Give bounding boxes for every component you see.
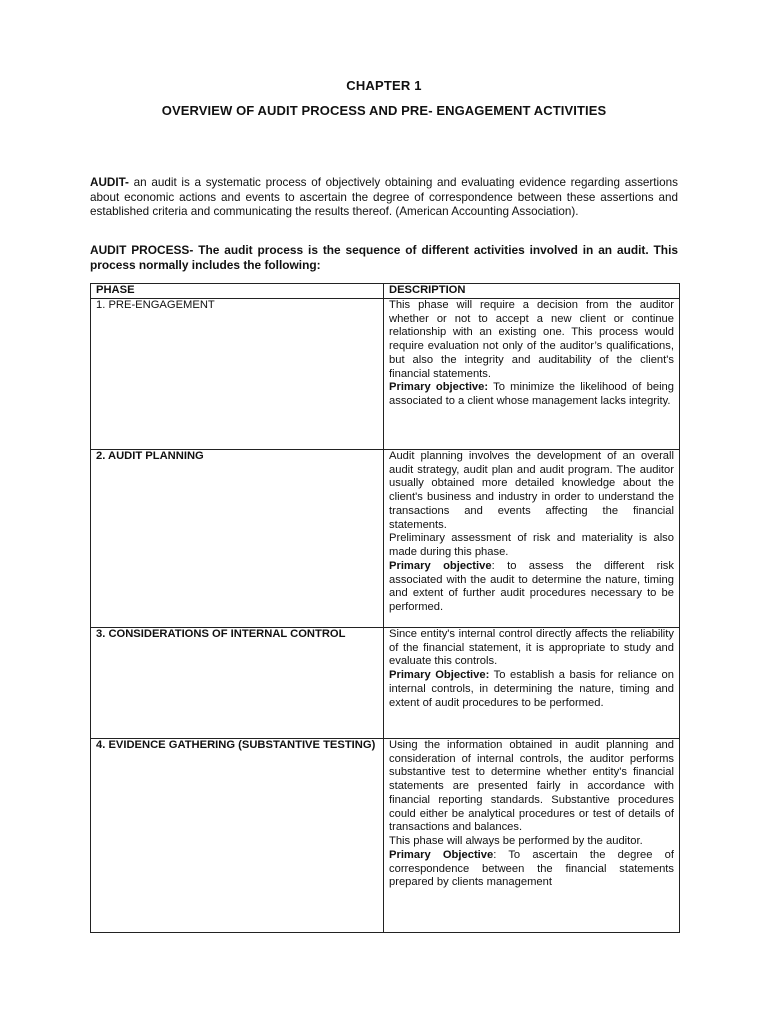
objective-label: Primary Objective [389,848,494,861]
objective-label: Primary Objective: [389,669,490,681]
objective-body: : to assess the different risk associated with the audit to determine the nature, timing and extent of further audit procedures necessary to be performed. [389,559,674,613]
objective-body: To establish a basis for reliance on internal controls, in determining the nature, timing and extent of audit procedures to be performed. [389,669,674,709]
objective-text [389,381,674,409]
table-row [91,627,680,738]
audit-definition-text: an audit is a systematic process of objectively obtaining and evaluating evidence regarding assertions about economic actions and events to ascertain the degree of correspondence between these assertions and established criteria and communicating the results thereof. (American Accounting Association). [90,176,678,219]
chapter-title: OVERVIEW OF AUDIT PROCESS AND PRE- ENGAGEMENT ACTIVITIES [161,103,607,118]
description-cell [384,738,680,932]
description-text: Since entity's internal control directly affects the reliability of the financial statement, it is appropriate to study and evaluate this controls. [389,627,674,668]
table-header-row [91,284,680,299]
objective-label: Primary objective [389,559,492,572]
description-extra-text: This phase will always be performed by the auditor. [389,835,643,847]
description-column-header: DESCRIPTION [384,284,680,299]
objective-text [389,560,674,615]
objective-text [389,669,674,710]
description-text: Using the information obtained in audit planning and consideration of internal controls, the auditor performs substantive test to determine whether entity's financial statements are presented fairly in accordance with financial reporting standards. Substantive procedures could either be analytical procedures or test of details of transactions and balances. [389,738,674,834]
description-cell [384,298,680,449]
phase-cell: 1. PRE-ENGAGEMENT [91,298,384,449]
audit-phases-table [90,283,680,933]
objective-text [389,849,674,890]
phase-column-header: PHASE [91,284,384,299]
description-cell [384,627,680,738]
audit-term: AUDIT- [90,176,129,189]
phase-cell: 3. CONSIDERATIONS OF INTERNAL CONTROL [91,627,384,738]
table-row [91,449,680,627]
description-text: This phase will require a decision from the auditor whether or not to accept a new client or continue relationship with an existing one. This process would require evaluation not only of the auditor’s qualifications, but also the integrity and auditability of the client's financial statements. [389,298,674,380]
objective-label: Primary objective: [389,381,489,394]
description-cell [384,449,680,627]
objective-body: : To ascertain the degree of correspondence between the financial statements prepared by clients management [389,848,674,889]
chapter-heading: CHAPTER 1 [346,78,422,93]
table-row [91,298,680,449]
phase-cell: 2. AUDIT PLANNING [91,449,384,627]
audit-definition-paragraph [90,176,678,220]
table-row [91,738,680,932]
objective-body: To minimize the likelihood of being associated to a client whose management lacks integrity. [389,381,674,407]
audit-process-paragraph: AUDIT PROCESS- The audit process is the sequence of different activities involved in an audit. This process normally includes the following: [90,243,678,273]
description-extra-text: Preliminary assessment of risk and materiality is also made during this phase. [389,532,674,558]
description-text: Audit planning involves the development of an overall audit strategy, audit plan and audit program. The auditor usually obtained more detailed knowledge about the client's business and industry in order to understand the transactions and events affecting the financial statements. [389,449,674,531]
phase-cell: 4. EVIDENCE GATHERING (SUBSTANTIVE TESTING) [91,738,384,932]
